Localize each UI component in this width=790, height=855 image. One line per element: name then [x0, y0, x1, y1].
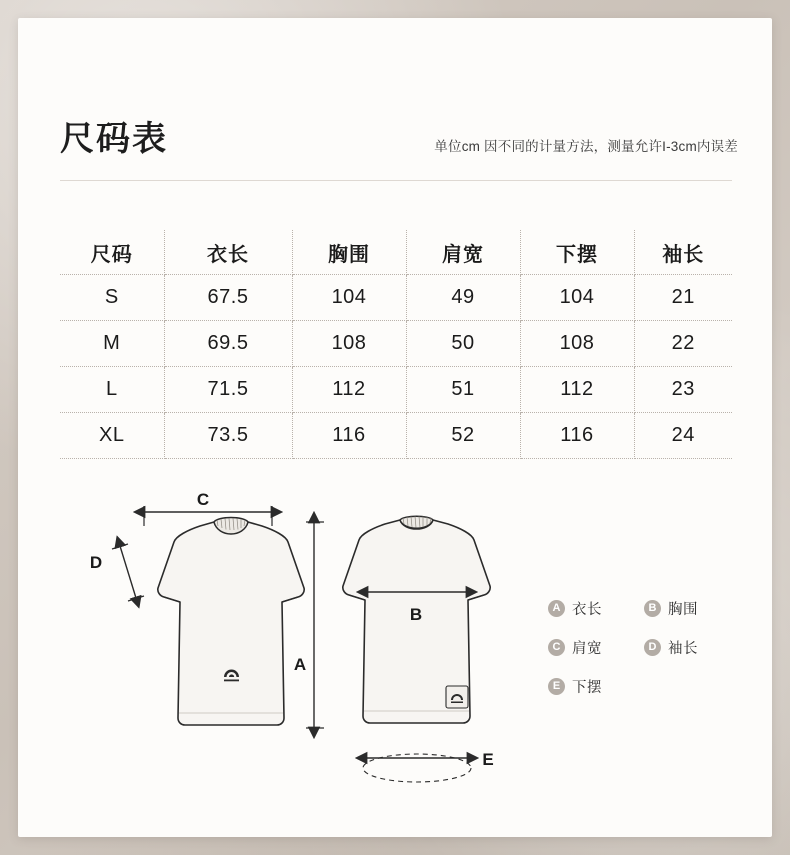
cell-size: L — [60, 367, 164, 413]
legend-badge-a-icon: A — [548, 600, 565, 617]
size-table — [60, 230, 732, 459]
tshirt-diagram-svg — [48, 480, 548, 810]
cell-shoulder: 51 — [406, 367, 520, 413]
table-row — [60, 367, 732, 413]
cell-length: 71.5 — [164, 367, 292, 413]
legend-label-a: 衣长 — [572, 602, 602, 618]
cell-bust: 104 — [292, 275, 406, 321]
size-table-body — [60, 275, 732, 459]
marker-d-label: D — [89, 553, 103, 572]
cell-sleeve: 21 — [634, 275, 732, 321]
legend-item-e — [548, 676, 644, 697]
cell-shoulder: 50 — [406, 321, 520, 367]
header-divider — [60, 180, 732, 181]
legend-item-d — [644, 637, 740, 658]
cell-length: 69.5 — [164, 321, 292, 367]
measurement-diagram — [18, 480, 772, 820]
legend-row — [548, 676, 758, 697]
table-row — [60, 275, 732, 321]
marker-b-label: B — [409, 605, 423, 624]
legend-row — [548, 598, 758, 619]
dimension-d-sleeve — [90, 544, 144, 601]
hem-label-patch — [446, 686, 468, 708]
column-header-shoulder: 肩宽 — [406, 230, 520, 275]
legend-label-e: 下摆 — [572, 680, 602, 696]
dimension-a-length — [294, 522, 324, 728]
cell-bust: 116 — [292, 413, 406, 459]
legend-row — [548, 637, 758, 658]
legend-label-b: 胸围 — [668, 602, 698, 618]
legend-badge-c-icon: C — [548, 639, 565, 656]
size-table-container — [60, 230, 732, 459]
cell-bust: 112 — [292, 367, 406, 413]
page-title: 尺码表 — [60, 120, 168, 158]
legend-badge-d-icon: D — [644, 639, 661, 656]
size-chart-card — [18, 18, 772, 837]
cell-hem: 116 — [520, 413, 634, 459]
size-table-header — [60, 230, 732, 275]
cell-hem: 104 — [520, 275, 634, 321]
header — [18, 18, 772, 168]
garment-illustrations — [48, 480, 548, 810]
cell-sleeve: 22 — [634, 321, 732, 367]
marker-c-label: C — [196, 490, 210, 509]
legend-label-d: 袖长 — [668, 641, 698, 657]
column-header-sleeve: 袖长 — [634, 230, 732, 275]
table-row — [60, 321, 732, 367]
cell-hem: 108 — [520, 321, 634, 367]
column-header-hem: 下摆 — [520, 230, 634, 275]
cell-length: 67.5 — [164, 275, 292, 321]
column-header-bust: 胸围 — [292, 230, 406, 275]
cell-sleeve: 24 — [634, 413, 732, 459]
legend-item-a — [548, 598, 644, 619]
legend-badge-e-icon: E — [548, 678, 565, 695]
legend-item-b — [644, 598, 740, 619]
front-tshirt-illustration — [158, 518, 307, 726]
legend — [548, 598, 758, 715]
legend-item-c — [548, 637, 644, 658]
legend-label-c: 肩宽 — [572, 641, 602, 657]
table-header-row — [60, 230, 732, 275]
cell-bust: 108 — [292, 321, 406, 367]
column-header-size: 尺码 — [60, 230, 164, 275]
cell-shoulder: 49 — [406, 275, 520, 321]
cell-sleeve: 23 — [634, 367, 732, 413]
marker-e-label: E — [482, 750, 494, 769]
dimension-e-hem — [363, 750, 494, 782]
legend-badge-b-icon: B — [644, 600, 661, 617]
cell-shoulder: 52 — [406, 413, 520, 459]
cell-size: S — [60, 275, 164, 321]
measurement-note: 单位cm 因不同的计量方法，测量允许I-3cm内误差 — [434, 139, 738, 154]
cell-hem: 112 — [520, 367, 634, 413]
table-row — [60, 413, 732, 459]
column-header-length: 衣长 — [164, 230, 292, 275]
cell-length: 73.5 — [164, 413, 292, 459]
cell-size: M — [60, 321, 164, 367]
marker-a-label: A — [293, 655, 307, 674]
cell-size: XL — [60, 413, 164, 459]
dimension-c-shoulder — [144, 490, 272, 526]
